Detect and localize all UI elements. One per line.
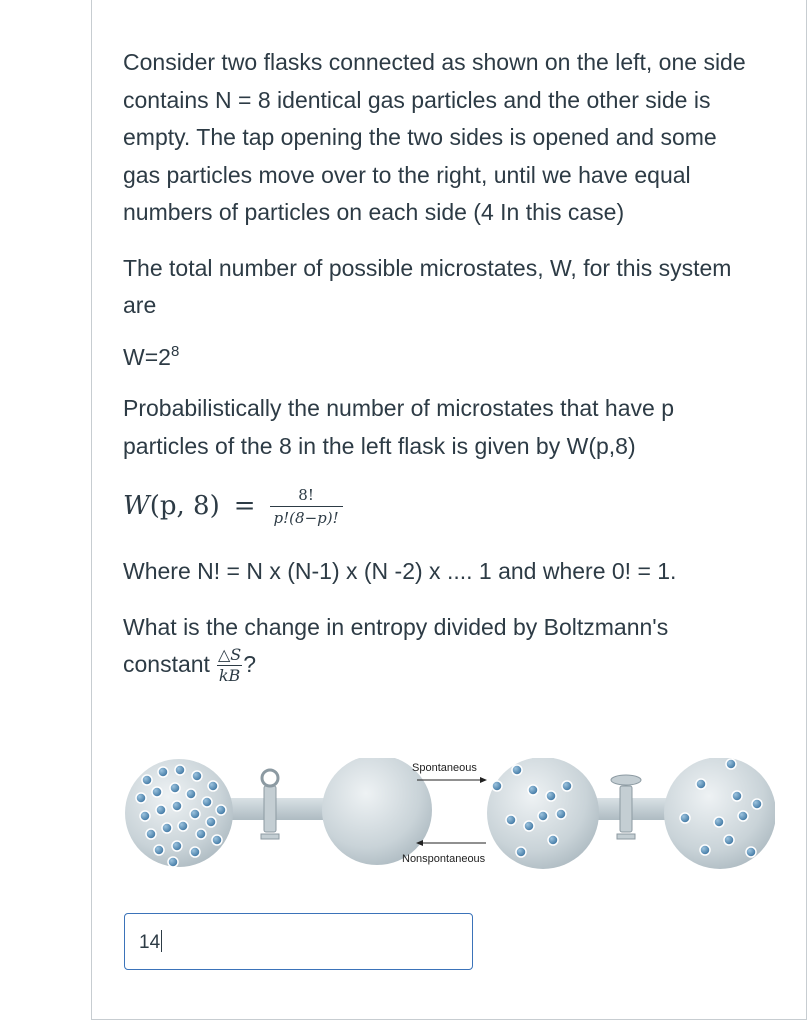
gas-particle: [556, 809, 566, 819]
gas-particle: [738, 811, 748, 821]
probability-paragraph: Probabilistically the number of microstates that have p particles of the 8 in the left flask is given by W(p,8): [123, 395, 674, 459]
w-value: [123, 339, 753, 377]
gas-particle: [136, 793, 146, 803]
gas-particle: [680, 813, 690, 823]
w-base: W=2: [123, 343, 171, 370]
entropy-ratio: [216, 646, 243, 685]
ratio-numerator: △S: [217, 645, 242, 665]
gas-particle: [192, 771, 202, 781]
answer-input[interactable]: [124, 913, 473, 970]
gas-particle: [524, 821, 534, 831]
gas-particle: [190, 847, 200, 857]
text-caret: [161, 930, 162, 952]
formula-args: (p, 8): [149, 491, 220, 521]
gas-particle: [696, 779, 706, 789]
factorial-definition: Where N! = N x (N-1) x (N -2) x .... 1 and where 0! = 1.: [123, 558, 677, 584]
gas-particle: [528, 785, 538, 795]
gas-particle: [168, 857, 178, 867]
nonspontaneous-label: Nonspontaneous: [402, 853, 486, 865]
gas-particle: [714, 817, 724, 827]
gas-particle: [700, 845, 710, 855]
gas-particle: [538, 811, 548, 821]
gas-particle: [172, 841, 182, 851]
gas-particle: [202, 797, 212, 807]
gas-particle: [208, 781, 218, 791]
spontaneous-arrowhead: [480, 777, 487, 783]
gas-particle: [746, 847, 756, 857]
right-flask-right: [664, 758, 775, 869]
gas-particle: [152, 787, 162, 797]
gas-particle: [140, 811, 150, 821]
answer-value: 14: [139, 932, 161, 953]
gas-particle: [212, 835, 222, 845]
entropy-question: [123, 609, 753, 686]
spontaneous-label: Spontaneous: [412, 762, 477, 774]
gas-particle: [548, 835, 558, 845]
gas-particle: [492, 781, 502, 791]
gas-particle: [172, 801, 182, 811]
gas-particle: [146, 829, 156, 839]
question-content: [123, 44, 753, 685]
gas-particle: [156, 805, 166, 815]
formula-denominator: p!(8−p)!: [270, 506, 343, 527]
flask-figure: [125, 758, 775, 870]
intro-paragraph: Consider two flasks connected as shown on the left, one side contains N = 8 identical gas particles and the other side is empty. The tap opening the two sides is opened and some gas particles move over to the right, until we have equal numbers of particles on each side (4 In this case): [123, 49, 746, 225]
gas-particle: [186, 789, 196, 799]
gas-particle: [216, 805, 226, 815]
left-flask-empty: [322, 758, 432, 865]
formula-numerator: 8!: [298, 485, 314, 504]
left-connecting-tube: [225, 798, 330, 820]
right-apparatus: [487, 758, 775, 869]
left-apparatus: [125, 758, 432, 867]
gas-particle: [546, 791, 556, 801]
gas-particle: [178, 821, 188, 831]
gas-particle: [752, 799, 762, 809]
formula-w: W: [123, 491, 150, 521]
gas-particle: [732, 791, 742, 801]
microstate-formula: [123, 477, 753, 535]
gas-particle: [724, 835, 734, 845]
gas-particle: [158, 767, 168, 777]
w-exponent: 8: [170, 342, 180, 360]
formula-fraction: [270, 486, 343, 527]
gas-particle: [562, 781, 572, 791]
entropy-question-text: What is the change in entropy divided by Boltzmann's constant: [123, 613, 669, 677]
gas-particle: [206, 817, 216, 827]
gas-particle: [190, 809, 200, 819]
gas-particle: [196, 829, 206, 839]
gas-particle: [170, 783, 180, 793]
gas-particle: [175, 765, 185, 775]
gas-particle: [512, 765, 522, 775]
gas-particle: [506, 815, 516, 825]
gas-particle: [142, 775, 152, 785]
formula-lhs: [123, 491, 220, 521]
gas-particle: [162, 823, 172, 833]
formula-equals: =: [233, 491, 256, 521]
question-mark: ?: [243, 651, 257, 677]
microstates-paragraph: The total number of possible microstates, W, for this system are: [123, 254, 732, 318]
gas-particle: [154, 845, 164, 855]
gas-particle: [516, 847, 526, 857]
left-stopcock: [261, 770, 279, 839]
ratio-denominator: kB: [218, 666, 241, 686]
gas-particle: [726, 759, 736, 769]
